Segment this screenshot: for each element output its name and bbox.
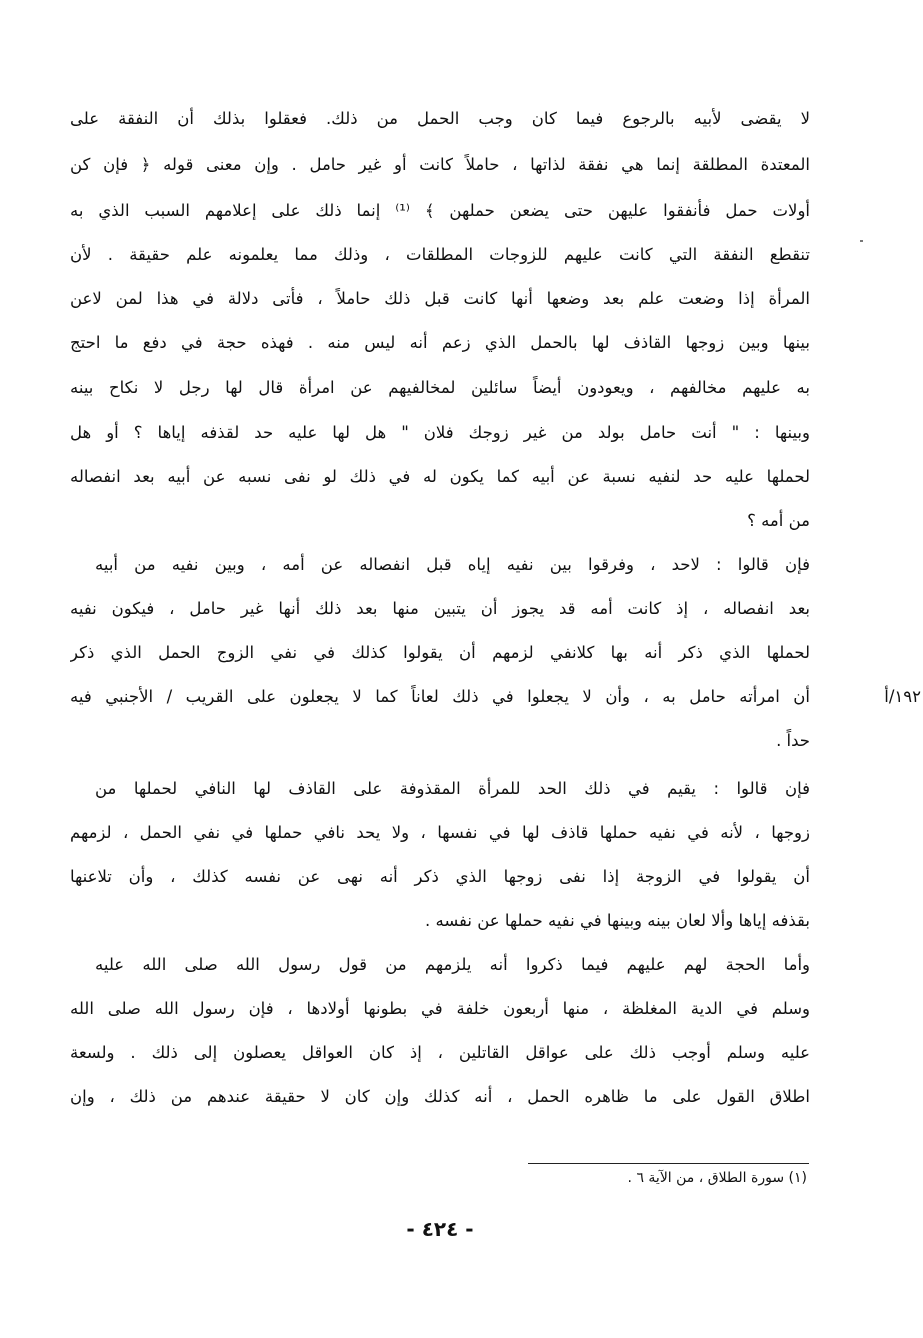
folio-margin-note: ١٩٢/أ (884, 687, 921, 706)
page-number: - ٤٢٤ - (406, 1217, 474, 1241)
text-line: فإن قالوا : يقيم في ذلك الحد للمرأة المقذوفة على القاذف لها النافي لحملها من (95, 779, 810, 798)
text-line: حداً . (776, 731, 810, 750)
text-line: وبينها : " أنت حامل بولد من غير زوجك فلان " هل لها عليه حد لقذفه إياها ؟ أو هل (70, 423, 810, 442)
text-line: من أمه ؟ (747, 511, 810, 530)
text-line: المرأة إذا وضعت علم بعد وضعها أنها كانت قبل ذلك حاملاً ، فأتى دلالة في هذا لمن لاعن (70, 289, 810, 308)
footnote-divider (528, 1163, 809, 1164)
text-line: بعد انفصاله ، إذ كانت أمه قد يجوز أن يتبين منها بعد ذلك أنها غير حامل ، فيكون نفيه (70, 599, 810, 618)
text-line: اطلاق القول على ما ظاهره الحمل ، أنه كذلك وإن كان لا حقيقة عندهم من ذلك ، وإن (70, 1087, 810, 1106)
text-line: أن يقولوا في الزوجة إذا نفى زوجها الذي ذكر أنه نهى عن نفسه كذلك ، وأن تلاعنها (70, 867, 810, 886)
text-line: لحملها الذي ذكر أنه بها كلانفي لزمهم أن يقولوا كذلك في نفي الزوج الحمل الذي ذكر (70, 643, 810, 662)
text-line: أولات حمل فأنفقوا عليهن حتى يضعن حملهن ﴾ ⁽¹⁾ إنما ذلك على إعلامهم السبب الذي به (70, 201, 810, 220)
text-line: وأما الحجة لهم عليهم فيما ذكروا أنه يلزمهم من قول رسول الله صلى الله عليه (95, 955, 810, 974)
text-line: أن امرأته حامل به ، وأن لا يجعلوا في ذلك لعاناً كما لا يجعلون على القريب / الأجنبي فيه (70, 687, 810, 706)
text-line: بقذفه إياها وألا لعان بينه وبينها في نفيه حملها عن نفسه . (425, 911, 810, 930)
text-line: تنقطع النفقة التي كانت عليهم للزوجات المطلقات ، وذلك مما يعلمونه علم حقيقة . لأن (70, 245, 810, 264)
text-line: لا يقضى لأبيه بالرجوع فيما كان وجب الحمل من ذلك. فعقلوا بذلك أن النفقة على (70, 109, 810, 128)
text-line: لحملها عليه حد لنفيه نسبة عن أبيه كما يكون له في ذلك لو نفى نسبه عن أبيه بعد انفصاله (70, 467, 810, 486)
text-line: فإن قالوا : لاحد ، وفرقوا بين نفيه إياه قبل انفصاله عن أمه ، وبين نفيه من أبيه (95, 555, 810, 574)
text-line: به عليهم مخالفهم ، ويعودون أيضاً سائلين لمخالفيهم عن امرأة قال لها رجل لا نكاح بينه (70, 378, 810, 397)
text-line: وسلم في الدية المغلظة ، منها أربعون خلفة في بطونها أولادها ، فإن رسول الله صلى الله (70, 999, 810, 1018)
footnote: (١) سورة الطلاق ، من الآية ٦ . (627, 1170, 807, 1186)
text-line: المعتدة المطلقة إنما هي نفقة لذاتها ، حاملاً كانت أو غير حامل . وإن معنى قوله ﴿ فإن كن (70, 155, 810, 174)
scan-speck (860, 240, 863, 242)
text-line: بينها وبين زوجها القاذف لها بالحمل الذي زعم أنه ليس منه . فهذه حجة في دفع ما احتج (70, 333, 810, 352)
text-line: زوجها ، لأنه في نفيه حملها قاذف لها في نفسها ، ولا يحد نافي حملها في نفي الحمل ، لزمهم (70, 823, 810, 842)
text-line: عليه وسلم أوجب ذلك على عواقل القاتلين ، إذ كان العواقل يعصلون إلى ذلك . ولسعة (70, 1043, 810, 1062)
